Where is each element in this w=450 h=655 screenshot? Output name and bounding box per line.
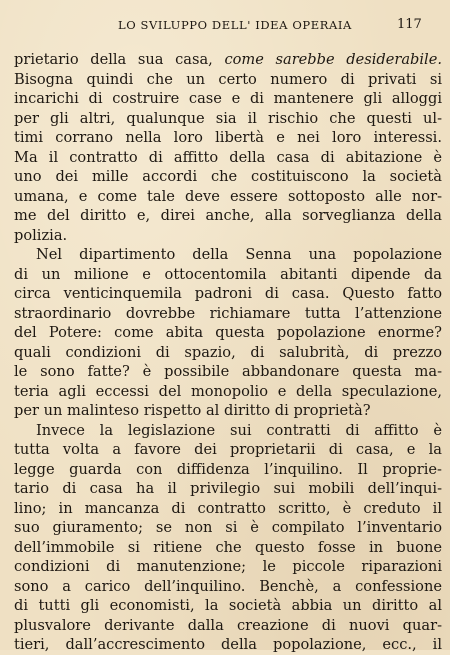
text-segment: plusvalore derivante dalla creazione di nuovi quar- — [14, 616, 442, 634]
text-line — [14, 128, 442, 148]
italic-phrase: come sarebbe desiderabile. — [224, 51, 442, 68]
text-line — [14, 577, 442, 597]
text-segment: condizioni di manutenzione; le piccole riparazioni — [14, 558, 442, 575]
text-segment: quali condizioni di spazio, di salubrità, di prezzo — [14, 343, 442, 361]
text-segment: polizia. — [14, 226, 68, 244]
text-line — [14, 206, 442, 226]
text-line — [14, 284, 442, 304]
text-line — [14, 304, 442, 324]
paragraph — [14, 245, 442, 421]
text-line — [14, 50, 442, 70]
text-segment: incarichi di costruire case e di mantenere gli alloggi — [14, 90, 442, 107]
text-line — [14, 245, 442, 265]
text-segment: Bisogna quindi che un certo numero di privati si — [14, 70, 442, 88]
text-segment: Ma il contratto di affitto della casa di abitazione è — [14, 148, 442, 166]
text-segment: per gli altri, qualunque sia il rischio che questi ul- — [14, 109, 442, 127]
text-line — [14, 596, 442, 616]
text-segment: uno dei mille accordi che costituiscono la società — [14, 168, 442, 185]
text-line — [14, 362, 442, 382]
text-line — [14, 538, 442, 558]
text-segment: legge guarda con diffidenza l’inquilino. Il proprie- — [14, 460, 442, 478]
text-line — [14, 479, 442, 499]
text-segment: straordinario dovrebbe richiamare tutta l’attenzione — [14, 304, 442, 322]
text-segment: di un milione e ottocentomila abitanti dipende da — [14, 265, 442, 283]
text-line — [14, 148, 442, 168]
running-title: LO SVILUPPO DELL' IDEA OPERAIA — [118, 18, 352, 32]
text-segment: umana, e come tale deve essere sottoposto alle nor- — [14, 187, 442, 205]
text-segment: timi corrano nella loro libertà e nei loro interessi. — [14, 129, 442, 146]
text-segment: di tutti gli economisti, la società abbia un diritto al — [14, 597, 442, 614]
text-line — [14, 382, 442, 402]
text-segment: del Potere: come abita questa popolazione enorme? — [14, 324, 442, 341]
text-line — [14, 635, 442, 655]
page-number: 117 — [397, 17, 422, 32]
text-segment: le sono fatte? è possibile abbandonare questa ma- — [14, 363, 442, 380]
text-segment: per un malinteso rispetto al diritto di proprietà? — [14, 402, 371, 419]
text-line — [14, 109, 442, 129]
text-line — [14, 557, 442, 577]
text-line — [14, 167, 442, 187]
text-segment: dell’immobile si ritiene che questo fosse in buone — [14, 538, 442, 556]
text-segment: suo giuramento; se non si è compilato l’inventario — [14, 519, 442, 536]
text-segment: Nel dipartimento della Senna una popolazione — [36, 246, 442, 263]
text-segment: teria agli eccessi del monopolio e della speculazione, — [14, 382, 442, 400]
text-line — [14, 187, 442, 207]
text-segment: me del diritto e, direi anche, alla sorveglianza della — [14, 207, 442, 224]
text-segment: sono a carico dell’inquilino. Benchè, a confessione — [14, 577, 442, 595]
paragraph — [14, 50, 442, 245]
running-head — [0, 18, 450, 38]
text-line — [14, 421, 442, 441]
text-line — [14, 401, 442, 421]
text-line — [14, 460, 442, 480]
text-line — [14, 70, 442, 90]
text-line — [14, 518, 442, 538]
body-text — [14, 50, 442, 655]
paragraph — [14, 421, 442, 655]
text-segment: tieri, dall’accrescimento della popolazione, ecc., il — [14, 636, 442, 653]
text-segment: prietario della sua casa, — [14, 51, 225, 68]
text-segment: Invece la legislazione sui contratti di affitto è — [36, 421, 442, 439]
text-line — [14, 323, 442, 343]
text-line — [14, 440, 442, 460]
text-line — [14, 226, 442, 246]
text-segment: lino; in mancanza di contratto scritto, è creduto il — [14, 499, 442, 517]
text-line — [14, 265, 442, 285]
text-segment: circa venticinquemila padroni di casa. Questo fatto — [14, 285, 442, 302]
text-line — [14, 616, 442, 636]
text-line — [14, 89, 442, 109]
text-segment: tario di casa ha il privilegio sui mobili dell’inqui- — [14, 480, 442, 497]
text-line — [14, 499, 442, 519]
text-segment: tutta volta a favore dei proprietarii di casa, e la — [14, 441, 442, 458]
text-line — [14, 343, 442, 363]
